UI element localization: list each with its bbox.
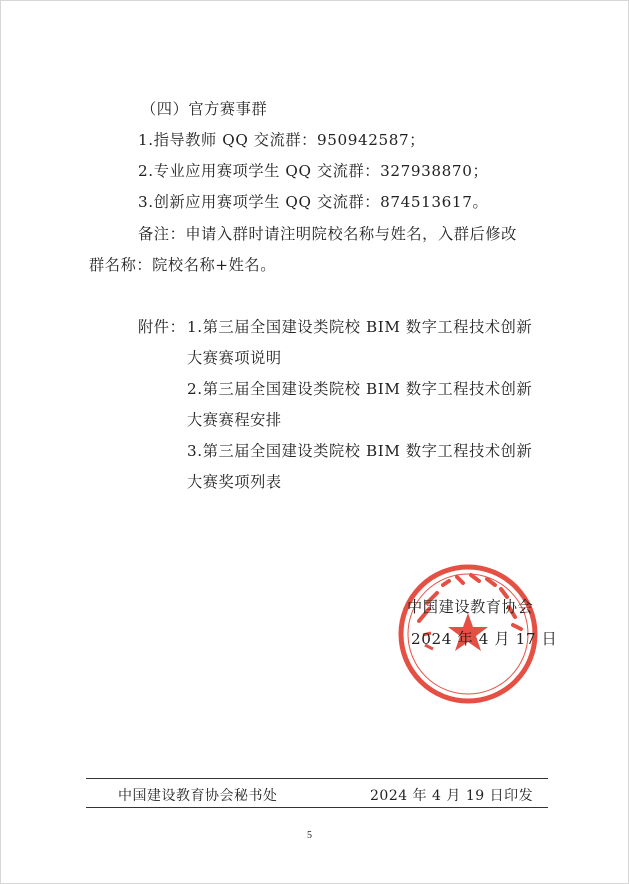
section-heading: （四）官方赛事群 [141,100,268,118]
signature-organization: 中国建设教育协会 [407,598,534,616]
note-line-2: 群名称：院校名称+姓名。 [89,256,276,274]
attachment-item-2-line-1: 2.第三届全国建设类院校 BIM 数字工程技术创新 [187,380,533,398]
list-item: 1.指导教师 QQ 交流群：950942587； [138,131,426,149]
attachment-item-2-line-2: 大赛赛程安排 [187,411,282,429]
list-item: 3.创新应用赛项学生 QQ 交流群：874513617。 [138,193,489,211]
footer-bottom-rule [86,807,548,808]
attachment-item-1-line-2: 大赛赛项说明 [187,349,282,367]
signature-date: 2024 年 4 月 17 日 [411,630,558,648]
footer-top-rule [86,778,548,779]
attachment-item-3-line-1: 3.第三届全国建设类院校 BIM 数字工程技术创新 [187,442,533,460]
attachments-label: 附件： [138,318,186,336]
list-item: 2.专业应用赛项学生 QQ 交流群：327938870； [138,162,489,180]
page-number: 5 [307,830,312,841]
footer-print-date: 2024 年 4 月 19 日印发 [370,788,534,804]
note-line-1: 备注：申请入群时请注明院校名称与姓名，入群后修改 [138,225,517,243]
attachment-item-1-line-1: 1.第三届全国建设类院校 BIM 数字工程技术创新 [187,318,533,336]
attachment-item-3-line-2: 大赛奖项列表 [187,473,282,491]
footer-issuer: 中国建设教育协会秘书处 [118,788,278,804]
